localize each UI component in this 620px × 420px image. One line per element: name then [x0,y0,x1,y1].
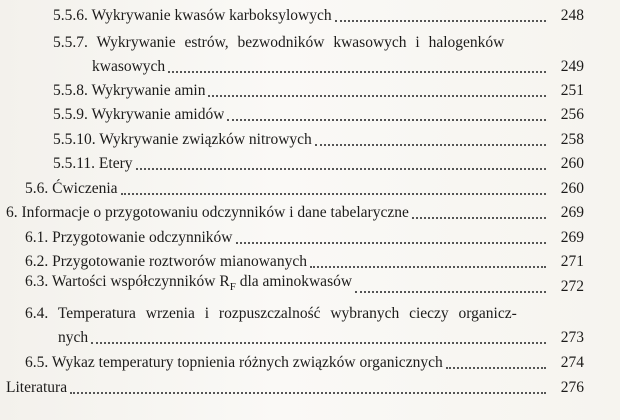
dot-leader [310,266,546,268]
toc-entry-page: 260 [560,180,584,197]
toc-entry-6-5 [25,352,584,374]
toc-entry-5-5-11 [53,153,584,175]
toc-entry-title: 5.5.11. Etery [53,155,133,172]
toc-entry-title: nych [58,329,89,346]
toc-entry-page: 260 [560,155,584,172]
dot-leader [236,242,547,244]
dot-leader [315,144,546,146]
toc-entry-6-3 [25,272,584,298]
toc-entry-6-4 [58,327,584,349]
toc-entry-page: 274 [560,354,584,371]
dot-leader [121,193,546,195]
toc-entry-5-5-7-line1: 5.5.7. Wykrywanie estrów, bezwodników kwasowych i halogenków [53,34,505,51]
toc-entry-title: 6.1. Przygotowanie odczynników [25,229,233,246]
toc-entry-title-after: dla aminokwasów [235,272,353,290]
toc-entry-page: 258 [560,131,584,148]
toc-entry-title-subscript: F [229,281,236,293]
toc-entry-6 [6,202,584,224]
toc-entry-title: kwasowych [92,58,166,75]
toc-entry-page: 276 [560,379,584,396]
toc-entry-5-5-6 [53,5,584,27]
toc-entry-page: 249 [560,58,584,75]
dot-leader [412,217,546,219]
toc-entry-title [25,271,352,298]
toc-entry-literatura [6,377,584,399]
dot-leader [227,119,546,121]
toc-entry-6-2 [25,251,584,273]
toc-entry-page: 269 [560,204,584,221]
toc-entry-title: 6.5. Wykaz temperatury topnienia różnych związków organicznych [25,354,443,371]
dot-leader [91,342,546,344]
toc-entry-page: 251 [560,82,584,99]
toc-entry-title: 5.5.9. Wykrywanie amidów [53,106,225,123]
toc-entry-5-5-8 [53,80,584,102]
toc-entry-title: 5.5.8. Wykrywanie amin [53,82,206,99]
toc-entry-title: Literatura [6,379,68,396]
toc-entry-5-5-9 [53,104,584,126]
dot-leader [355,291,546,293]
toc-entry-title: 6.2. Przygotowanie roztworów mianowanych [25,253,307,270]
toc-entry-page: 271 [560,253,584,270]
toc-entry-6-1 [25,227,584,249]
toc-entry-page: 248 [560,7,584,24]
toc-entry-title-main: 6.3. Wartości współczynników R [25,272,230,290]
toc-entry-title: 5.5.6. Wykrywanie kwasów karboksylowych [53,7,332,24]
toc-entry-5-6 [25,178,584,200]
toc-entry-page: 269 [560,229,584,246]
toc-entry-title: 5.5.10. Wykrywanie związków nitrowych [53,131,312,148]
toc-entry-page: 272 [560,278,584,295]
toc-entry-6-4-line1: 6.4. Temperatura wrzenia i rozpuszczalność wybranych cieczy organicz- [25,305,517,322]
toc-entry-page: 273 [560,329,584,346]
dot-leader [335,20,546,22]
dot-leader [136,168,547,170]
toc-entry-page: 256 [560,106,584,123]
dot-leader [446,367,546,369]
toc-entry-5-5-7 [92,56,584,78]
dot-leader [208,95,546,97]
toc-entry-title: 6. Informacje o przygotowaniu odczynników i dane tabelaryczne [6,204,409,221]
toc-entry-5-5-10 [53,129,584,151]
toc-entry-title: 5.6. Ćwiczenia [25,180,118,197]
dot-leader [70,392,546,394]
dot-leader [168,71,546,73]
